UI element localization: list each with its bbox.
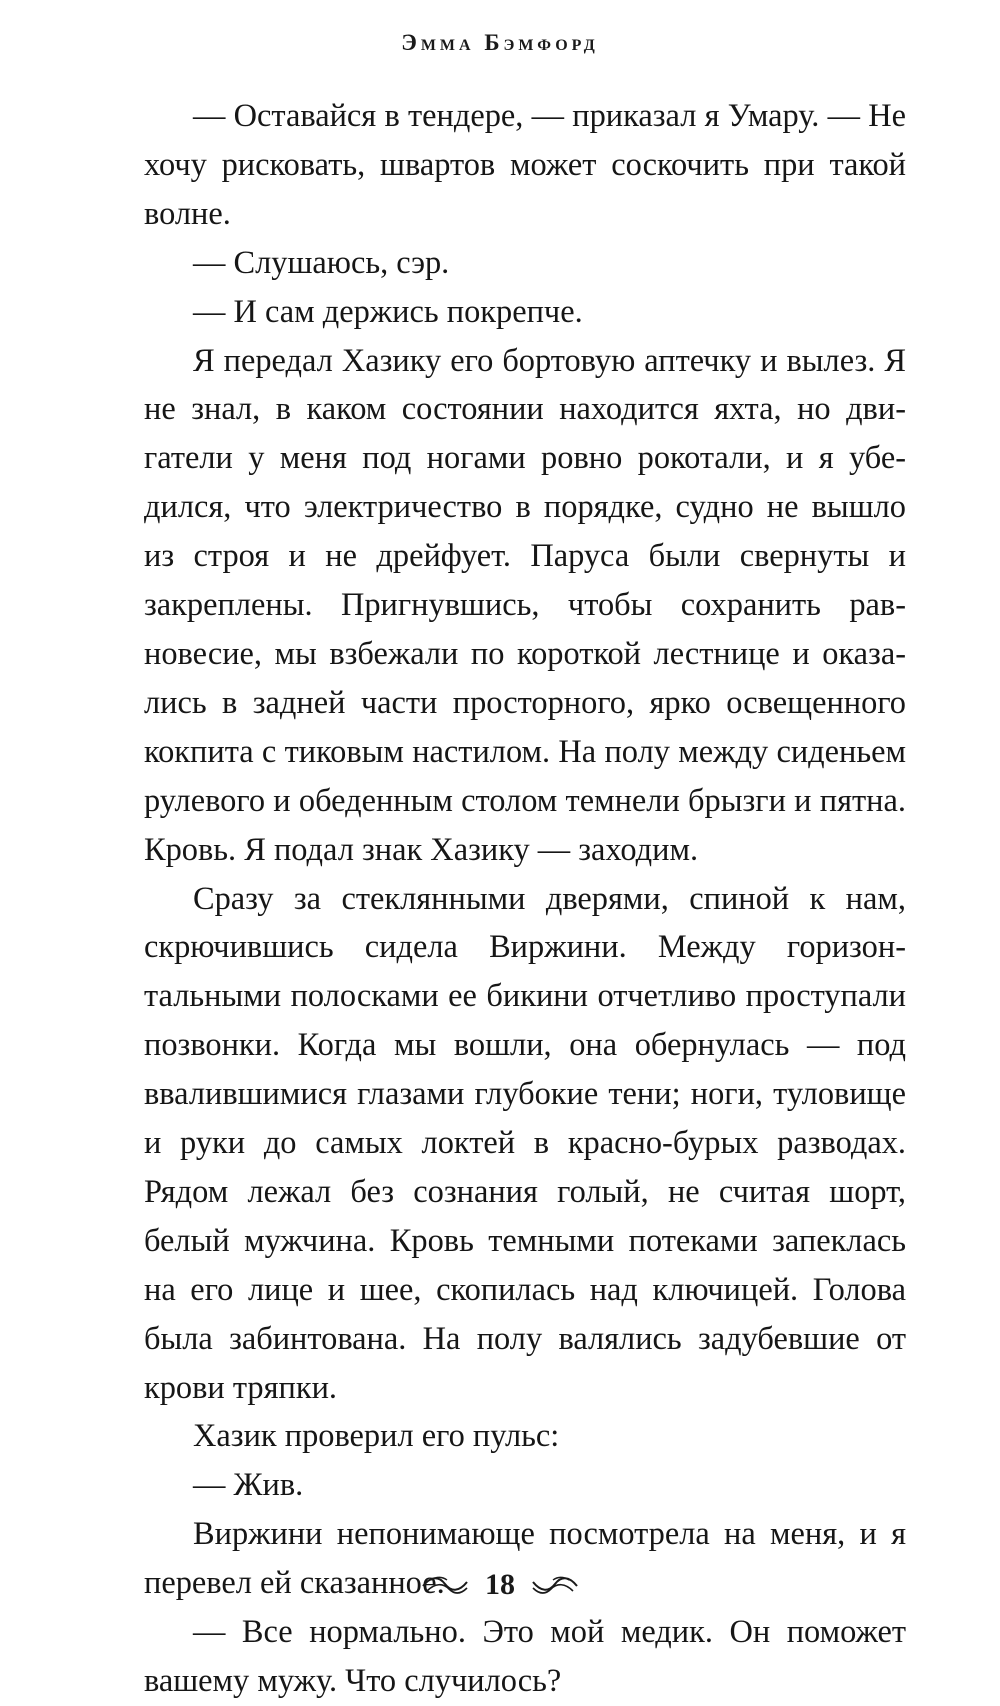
paragraph: — Слушаюсь, сэр. <box>193 244 450 281</box>
paragraph: Сразу за стеклянными дверями, спиной к нам, скрючившись сидела Виржини. Между горизонтальными полосками ее бикини отчетливо проступали позвонки. Когда мы вошли, она обернулась — под ввалившимися глазами глубокие тени; ноги, туловище и руки до самых локтей в красно-бурых разводах. Рядом лежал без сознания голый, не считая шорт, белый мужчина. Кровь темными потеками запеклась на его лице и шее, скопилась над ключицей. Голова была забинтована. На полу валялись задубевшие от крови тряпки. <box>144 880 906 1406</box>
body-text <box>144 92 906 1706</box>
page-footer <box>0 1568 1000 1602</box>
wave-flourish-icon <box>421 1574 469 1596</box>
paragraph: — Все нормально. Это мой медик. Он поможет вашему мужу. Что случилось? <box>144 1614 906 1699</box>
paragraph: — Жив. <box>193 1467 304 1504</box>
page-number: 18 <box>485 1568 515 1601</box>
running-header <box>0 30 1000 56</box>
paragraph: — Оставайся в тендере, — приказал я Умару. — Не хочу рисковать, швартов может соскочить при такой волне. <box>144 98 906 232</box>
paragraph: Виржини непонимающе посмотрела на меня, и я перевел ей сказанное. <box>144 1516 906 1602</box>
running-title: Эмма Бэмфорд <box>401 30 599 55</box>
paragraph: Хазик проверил его пульс: <box>193 1418 560 1455</box>
wave-flourish-icon <box>531 1574 579 1596</box>
paragraph: Я передал Хазику его бортовую аптечку и вылез. Я не знал, в каком состоянии находится яхта, но двигатели у меня под ногами ровно рокотали, и я убедился, что электричество в порядке, судно не вышло из строя и не дрейфует. Паруса были свернуты и закреплены. Пригнувшись, чтобы сохранить равновесие, мы взбежали по короткой лестнице и оказались в задней части просторного, ярко освещенного кокпита с тиковым настилом. На полу между сиденьем рулевого и обеденным столом темнели брызги и пятна. Кровь. Я подал знак Хазику — заходим. <box>144 342 906 868</box>
paragraph: — И сам держись покрепче. <box>193 293 583 330</box>
